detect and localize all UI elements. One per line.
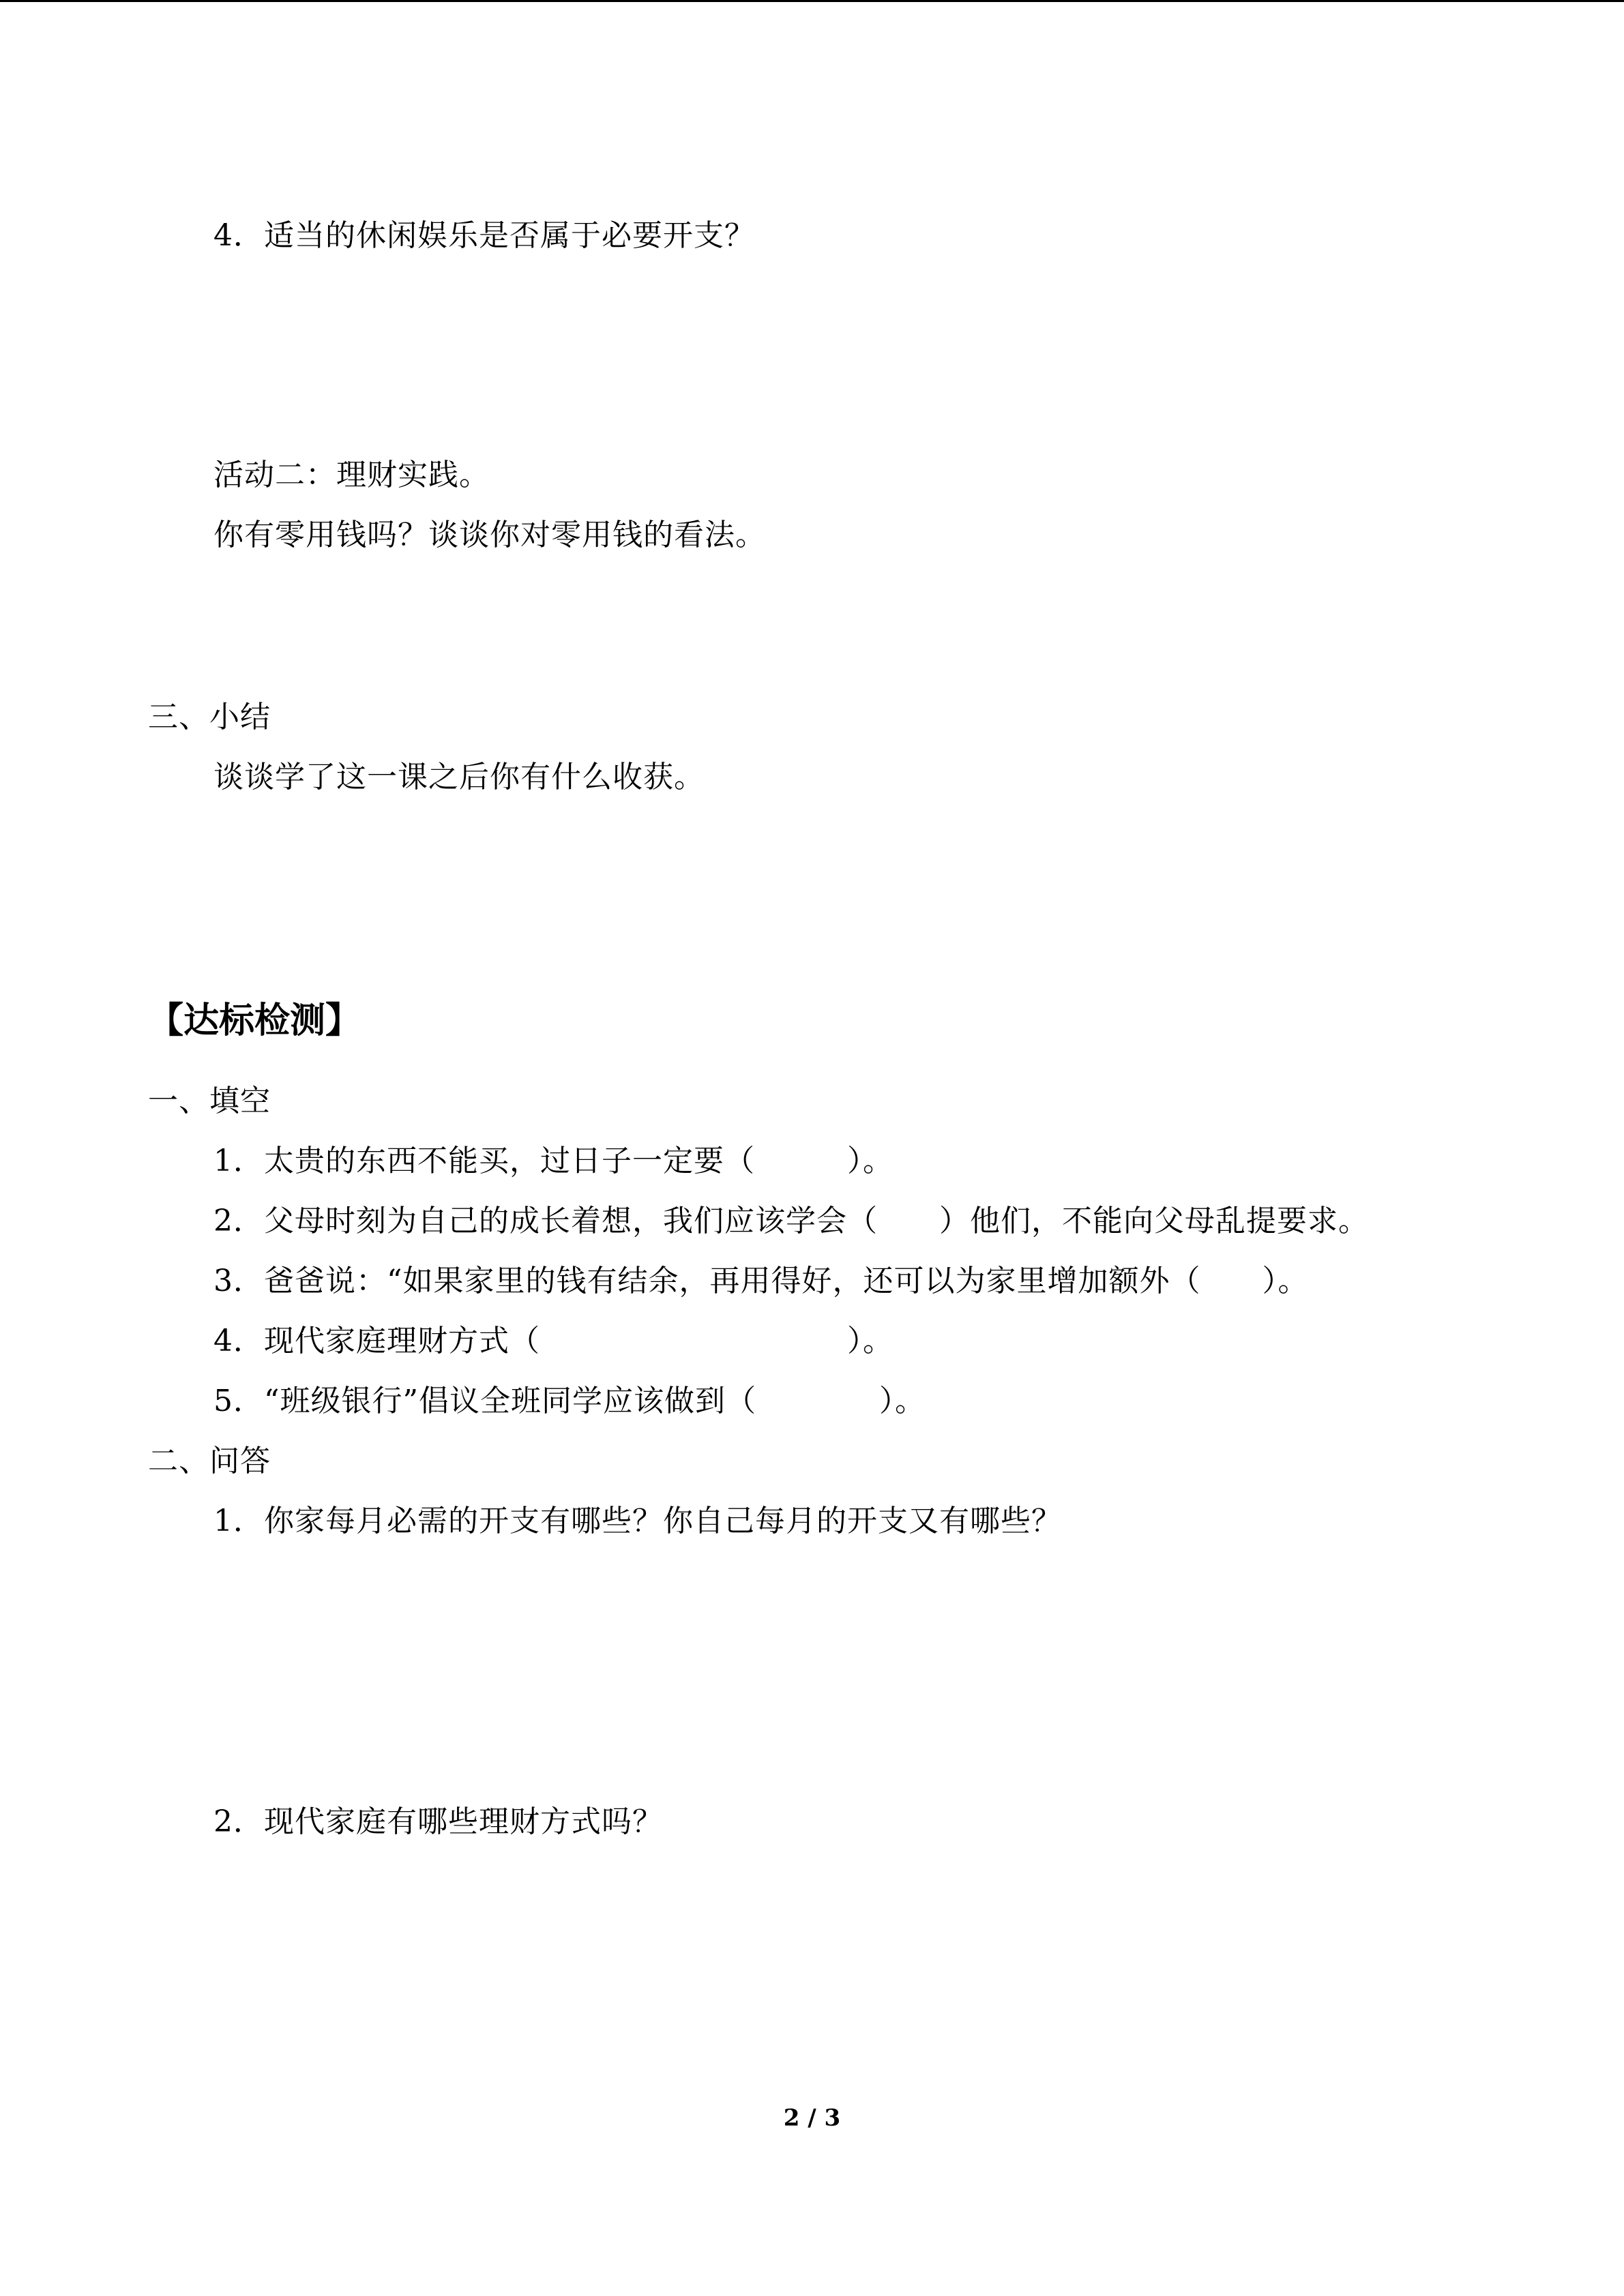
fill-blank-title: 一、填空 xyxy=(148,1084,271,1118)
assessment-heading: 【达标检测】 xyxy=(148,1000,361,1041)
section-summary-title: 三、小结 xyxy=(148,700,271,734)
page-top-border xyxy=(0,0,1624,2)
activity-two-question: 你有零用钱吗？谈谈你对零用钱的看法。 xyxy=(213,518,766,552)
fill-blank-item: 4．现代家庭理财方式（ ）。 xyxy=(213,1324,894,1358)
question-leisure-expense: 4．适当的休闲娱乐是否属于必要开支？ xyxy=(213,218,755,253)
qa-title: 二、问答 xyxy=(148,1444,271,1478)
qa-item: 2．现代家庭有哪些理财方式吗？ xyxy=(213,1804,663,1839)
page-number: 2 / 3 xyxy=(783,2104,841,2132)
fill-blank-item: 5．“班级银行”倡议全班同学应该做到（ ）。 xyxy=(213,1384,926,1418)
fill-blank-item: 1．太贵的东西不能买，过日子一定要（ ）。 xyxy=(213,1144,894,1178)
activity-two-title: 活动二：理财实践。 xyxy=(213,458,490,492)
fill-blank-item: 2．父母时刻为自己的成长着想，我们应该学会（ ）他们，不能向父母乱提要求。 xyxy=(213,1204,1369,1238)
section-summary-prompt: 谈谈学了这一课之后你有什么收获。 xyxy=(213,760,705,794)
qa-item: 1．你家每月必需的开支有哪些？你自己每月的开支又有哪些？ xyxy=(213,1504,1062,1538)
fill-blank-item: 3．爸爸说：“如果家里的钱有结余，再用得好，还可以为家里增加额外（ ）。 xyxy=(213,1264,1309,1298)
